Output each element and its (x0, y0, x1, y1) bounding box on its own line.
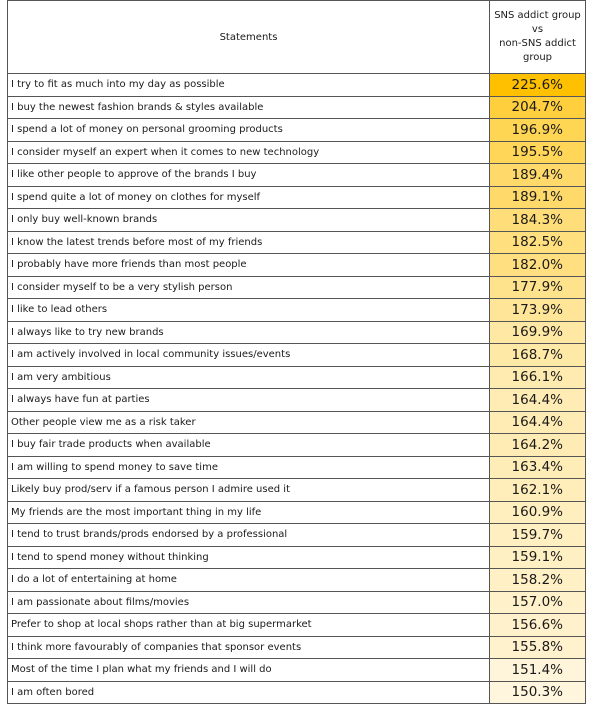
value-cell: 160.9% (490, 501, 586, 524)
table-row (8, 389, 586, 412)
statement-cell: I think more favourably of companies that sponsor events (8, 636, 490, 659)
comparison-header (490, 1, 586, 74)
table-row (8, 411, 586, 434)
table-row (8, 119, 586, 142)
value-cell: 182.5% (490, 231, 586, 254)
value-cell: 173.9% (490, 299, 586, 322)
table-row (8, 681, 586, 704)
table-row (8, 501, 586, 524)
value-cell: 155.8% (490, 636, 586, 659)
statement-cell: Other people view me as a risk taker (8, 411, 490, 434)
value-cell: 169.9% (490, 321, 586, 344)
statement-cell: I only buy well-known brands (8, 209, 490, 232)
statement-cell: I am willing to spend money to save time (8, 456, 490, 479)
statement-cell: I consider myself to be a very stylish person (8, 276, 490, 299)
value-cell: 162.1% (490, 479, 586, 502)
comparison-header-line: SNS addict group (494, 10, 581, 21)
value-cell: 189.4% (490, 164, 586, 187)
statement-cell: I do a lot of entertaining at home (8, 569, 490, 592)
statement-cell: I am passionate about films/movies (8, 591, 490, 614)
table-row (8, 164, 586, 187)
statement-cell: I am often bored (8, 681, 490, 704)
table-row (8, 321, 586, 344)
value-cell: 163.4% (490, 456, 586, 479)
statement-cell: My friends are the most important thing in my life (8, 501, 490, 524)
table-header-row (8, 1, 586, 74)
table-row (8, 74, 586, 97)
value-cell: 166.1% (490, 366, 586, 389)
table-row (8, 659, 586, 682)
value-cell: 150.3% (490, 681, 586, 704)
statement-cell: I try to fit as much into my day as possible (8, 74, 490, 97)
table-row (8, 96, 586, 119)
comparison-header-line: vs (531, 24, 544, 35)
table-row (8, 254, 586, 277)
statement-cell: Most of the time I plan what my friends and I will do (8, 659, 490, 682)
value-cell: 168.7% (490, 344, 586, 367)
table-row (8, 299, 586, 322)
statement-cell: I tend to trust brands/prods endorsed by a professional (8, 524, 490, 547)
table-row (8, 366, 586, 389)
statement-cell: Likely buy prod/serv if a famous person I admire used it (8, 479, 490, 502)
statement-cell: I buy the newest fashion brands & styles available (8, 96, 490, 119)
comparison-header-line: non-SNS addict (499, 38, 576, 49)
value-cell: 164.4% (490, 389, 586, 412)
comparison-header-line: group (522, 52, 553, 63)
table-row (8, 276, 586, 299)
table-row (8, 591, 586, 614)
value-cell: 177.9% (490, 276, 586, 299)
value-cell: 182.0% (490, 254, 586, 277)
table-row (8, 524, 586, 547)
value-cell: 204.7% (490, 96, 586, 119)
table-row (8, 569, 586, 592)
statements-header: Statements (8, 1, 490, 74)
value-cell: 164.4% (490, 411, 586, 434)
statement-cell: I am very ambitious (8, 366, 490, 389)
value-cell: 225.6% (490, 74, 586, 97)
statement-cell: I consider myself an expert when it comes to new technology (8, 141, 490, 164)
value-cell: 151.4% (490, 659, 586, 682)
sns-addict-table (7, 0, 586, 704)
value-cell: 184.3% (490, 209, 586, 232)
table-body (8, 74, 586, 704)
statement-cell: I spend a lot of money on personal grooming products (8, 119, 490, 142)
table-row (8, 636, 586, 659)
statement-cell: I like other people to approve of the brands I buy (8, 164, 490, 187)
table-row (8, 186, 586, 209)
value-cell: 196.9% (490, 119, 586, 142)
statement-cell: I spend quite a lot of money on clothes for myself (8, 186, 490, 209)
table-row (8, 344, 586, 367)
statement-cell: I tend to spend money without thinking (8, 546, 490, 569)
table-row (8, 546, 586, 569)
table-row (8, 231, 586, 254)
statement-cell: I probably have more friends than most people (8, 254, 490, 277)
table-row (8, 209, 586, 232)
value-cell: 159.1% (490, 546, 586, 569)
table-row (8, 434, 586, 457)
statement-cell: I know the latest trends before most of my friends (8, 231, 490, 254)
statement-cell: I like to lead others (8, 299, 490, 322)
statement-cell: I always like to try new brands (8, 321, 490, 344)
table-row (8, 456, 586, 479)
table-container (7, 0, 586, 704)
value-cell: 157.0% (490, 591, 586, 614)
statement-cell: I am actively involved in local community issues/events (8, 344, 490, 367)
value-cell: 159.7% (490, 524, 586, 547)
value-cell: 164.2% (490, 434, 586, 457)
table-row (8, 479, 586, 502)
statement-cell: I buy fair trade products when available (8, 434, 490, 457)
statement-cell: I always have fun at parties (8, 389, 490, 412)
value-cell: 195.5% (490, 141, 586, 164)
value-cell: 158.2% (490, 569, 586, 592)
statement-cell: Prefer to shop at local shops rather than at big supermarket (8, 614, 490, 637)
table-row (8, 141, 586, 164)
table-row (8, 614, 586, 637)
value-cell: 189.1% (490, 186, 586, 209)
value-cell: 156.6% (490, 614, 586, 637)
